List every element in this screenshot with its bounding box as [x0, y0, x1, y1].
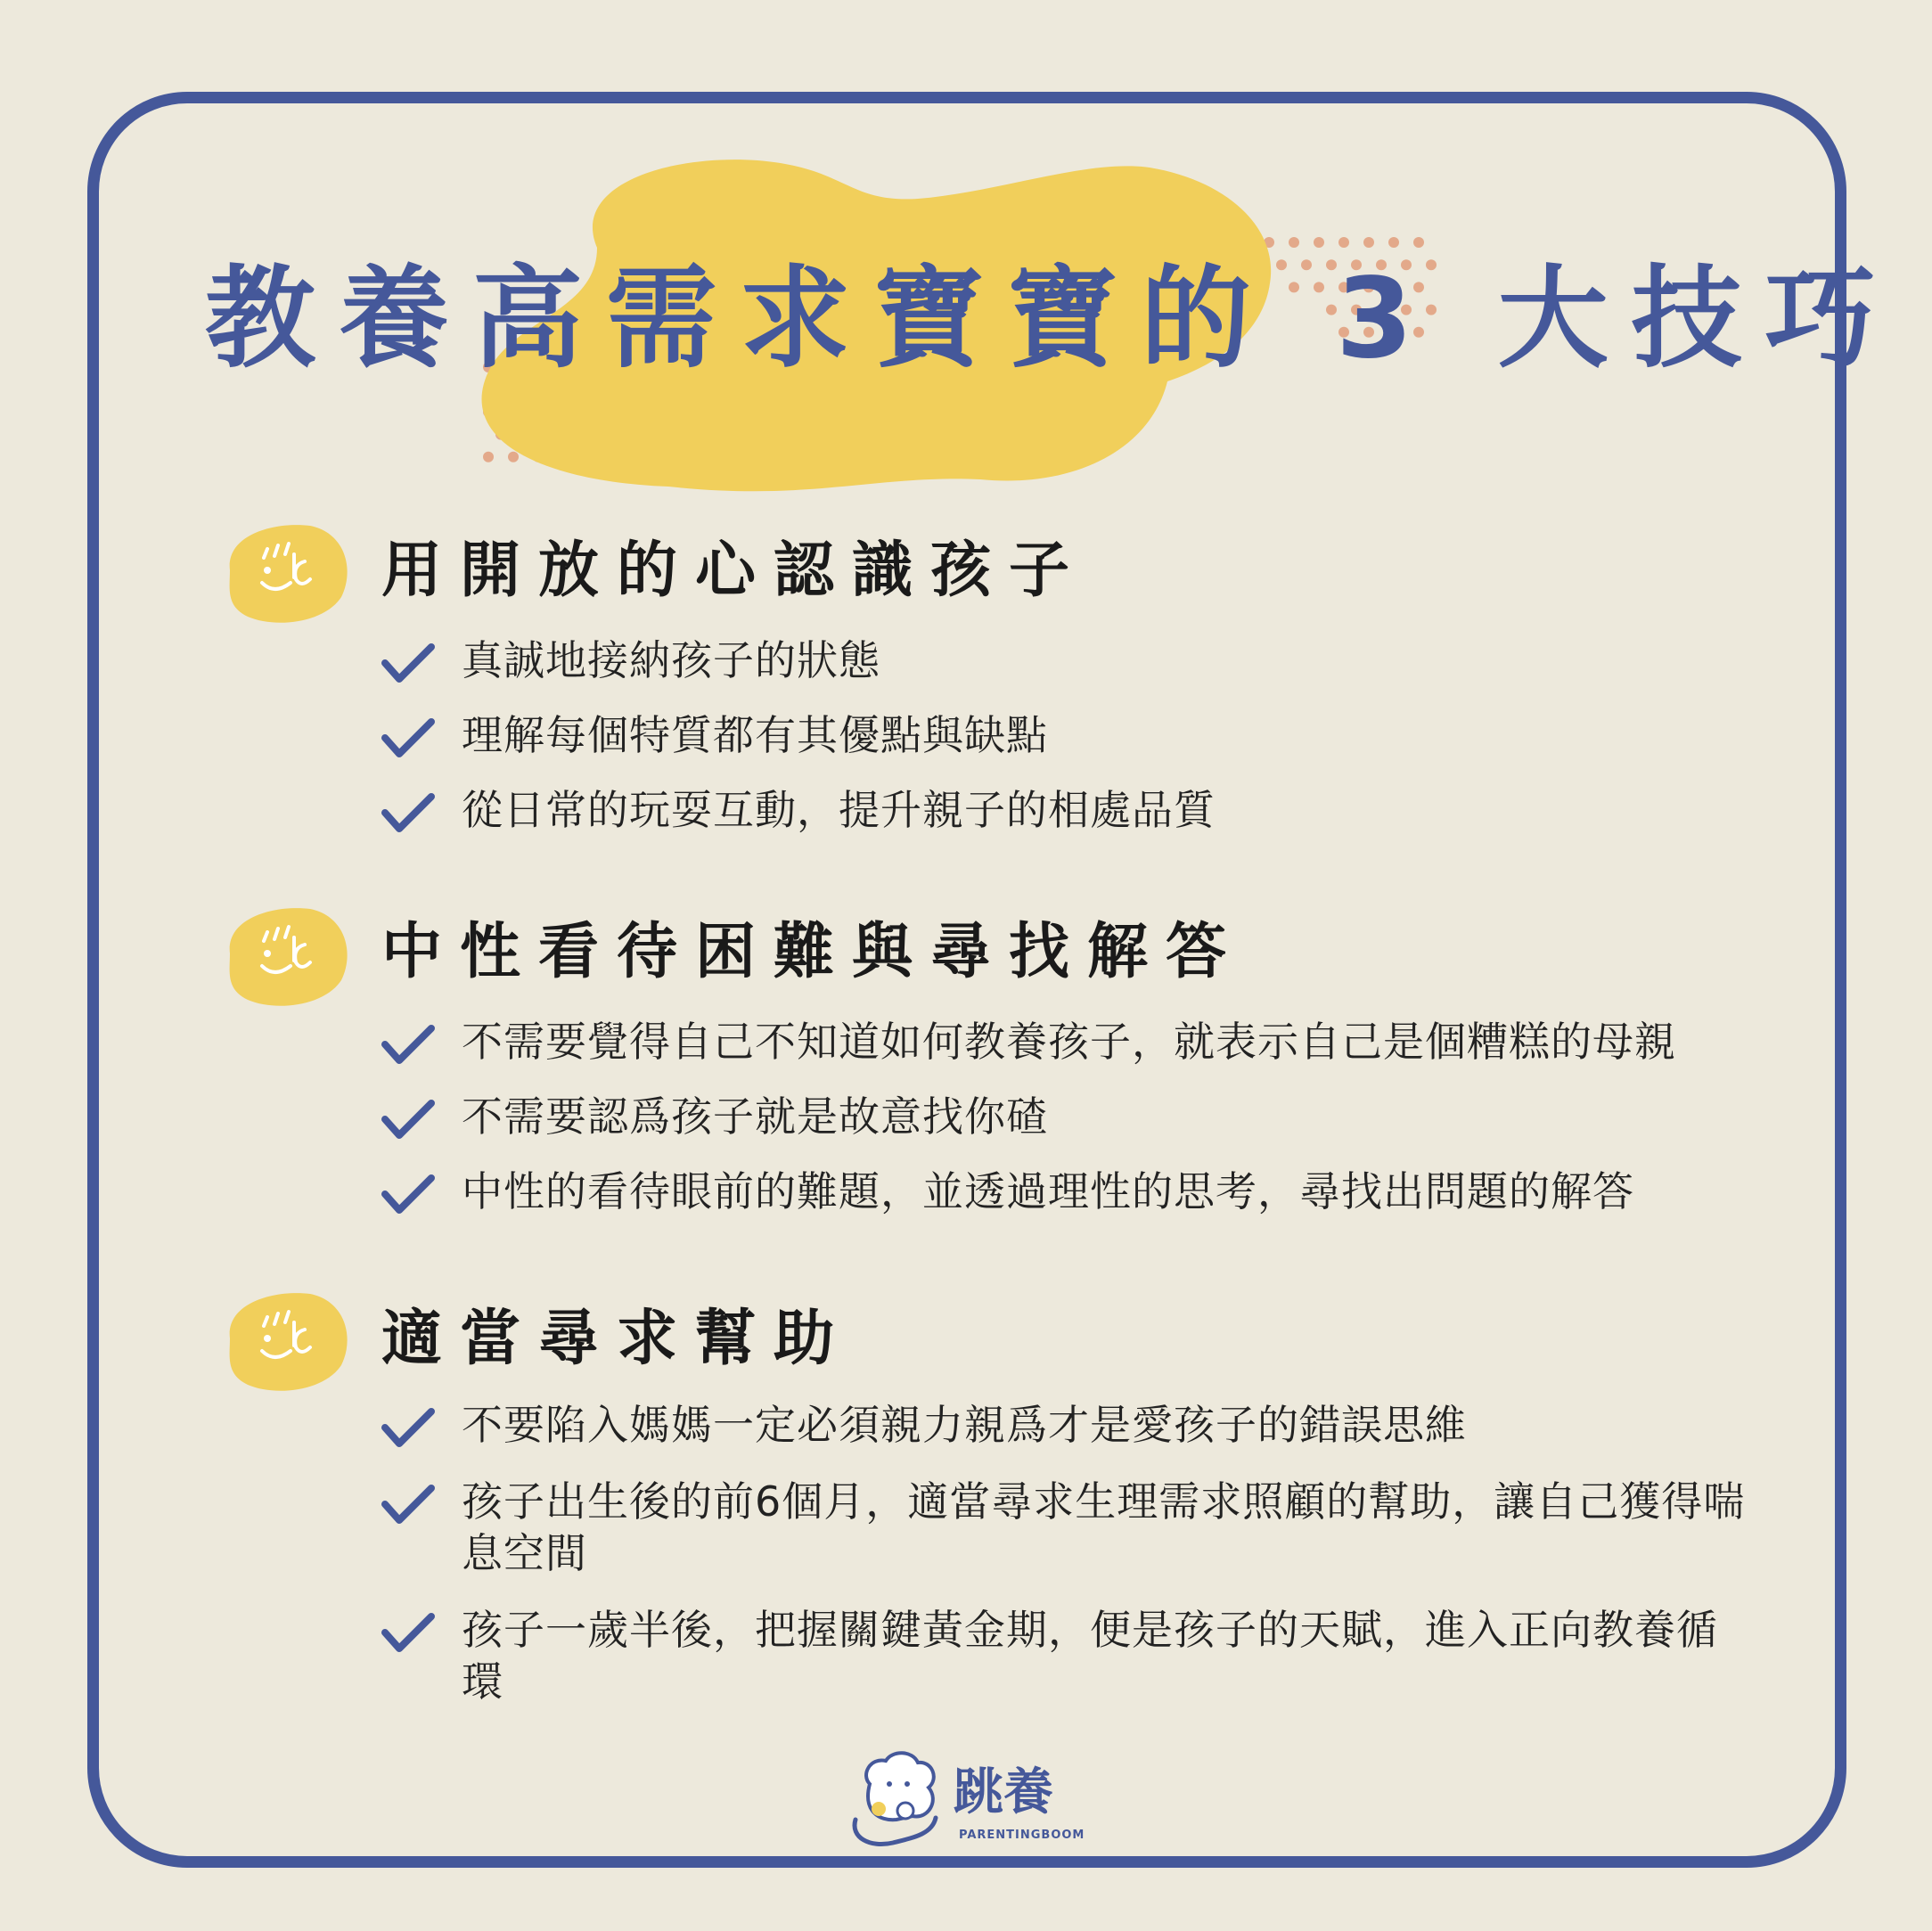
logo-subtitle: PARENTINGBOOM: [959, 1829, 1085, 1842]
checkmark-icon: [381, 1611, 435, 1654]
list-item-text: 中性的看待眼前的難題，並透過理性的思考，尋找出問題的解答: [462, 1167, 1634, 1215]
smiley-face-icon: [212, 517, 355, 627]
checkmark-icon: [381, 1406, 435, 1449]
list-item-text: 從日常的玩耍互動，提升親子的相處品質: [462, 786, 1216, 834]
checkmark-icon: [381, 1023, 435, 1066]
list-item-text: 理解每個特質都有其優點與缺點: [462, 711, 1048, 759]
list-item-text: 不要陷入媽媽一定必須親力親爲才是愛孩子的錯誤思維: [462, 1401, 1467, 1449]
smiley-face-icon: [212, 900, 355, 1011]
list-item-text: 不需要覺得自己不知道如何教養孩子，就表示自己是個糟糕的母親: [462, 1018, 1676, 1066]
list-item-text: 孩子一歲半後，把握關鍵黃金期，便是孩子的天賦，進入正向教養循環: [462, 1606, 1718, 1706]
checkmark-icon: [381, 791, 435, 834]
decor-dot: [1413, 237, 1424, 248]
checkmark-icon: [381, 1483, 435, 1526]
page-title: 教養高需求寶寶的 3 大技巧: [205, 255, 1899, 383]
decor-dot: [1388, 237, 1399, 248]
mascot-hug-icon: [843, 1748, 950, 1855]
list-item-text: 真誠地接納孩子的狀態: [462, 636, 880, 684]
decor-dot: [1363, 237, 1374, 248]
decor-dot: [1338, 237, 1349, 248]
section-heading: 用開放的心認識孩子: [381, 536, 1088, 606]
brand-logo: [843, 1748, 1093, 1855]
section-heading: 中性看待困難與尋找解答: [381, 917, 1245, 987]
list-item-text: 孩子出生後的前6個月，適當尋求生理需求照顧的幫助，讓自己獲得喘息空間: [462, 1477, 1746, 1577]
checkmark-icon: [381, 716, 435, 759]
section-heading: 適當尋求幫助: [381, 1304, 853, 1374]
logo-name: 跳養: [954, 1763, 1053, 1821]
checkmark-icon: [381, 1098, 435, 1141]
checkmark-icon: [381, 1173, 435, 1215]
smiley-face-icon: [212, 1285, 355, 1395]
checkmark-icon: [381, 642, 435, 684]
list-item-text: 不需要認爲孩子就是故意找你碴: [462, 1092, 1048, 1141]
